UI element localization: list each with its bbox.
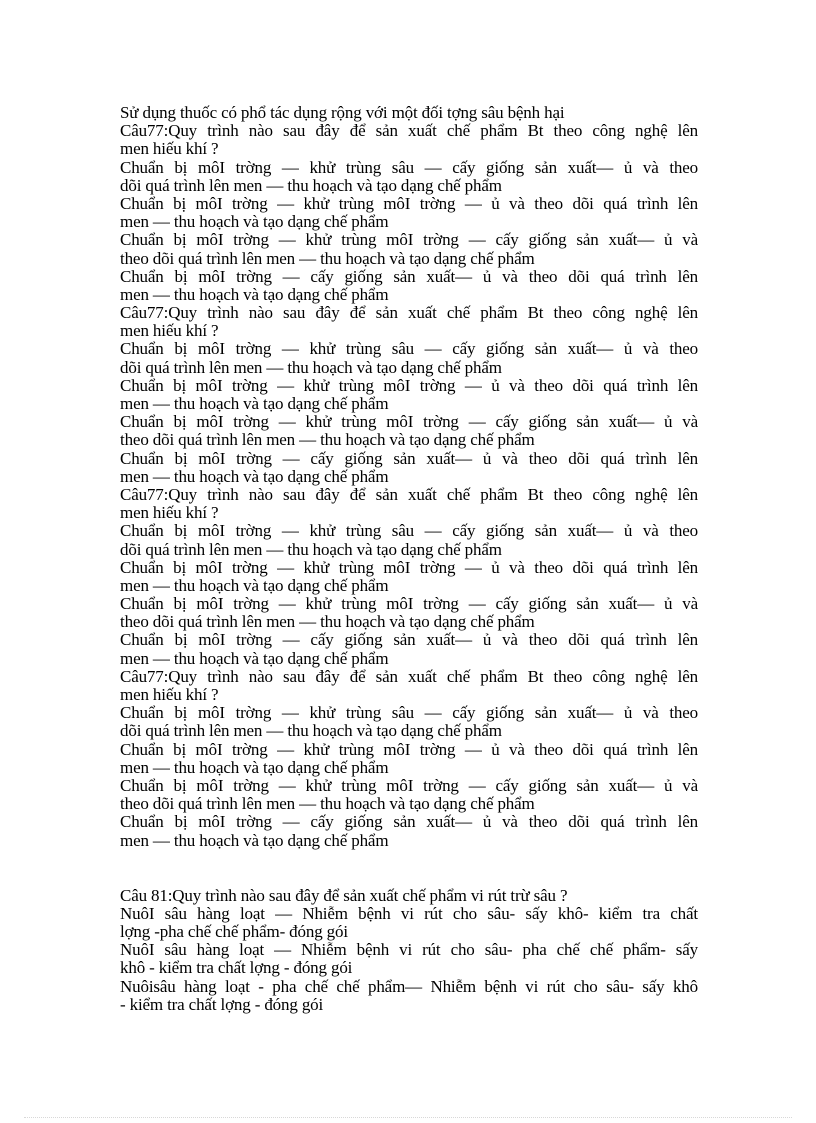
text-line: dõi quá trình lên men — thu hoạch và tạo dạng chế phẩm: [120, 175, 502, 195]
text-line: Chuẩn bị môI trờng — cấy giống sản xuất— ủ và theo dõi quá trình lên: [120, 448, 698, 468]
text-line: Câu77:Quy trình nào sau đây để sản xuất chế phẩm Bt theo công nghệ lên: [120, 666, 698, 686]
text-line: lợng -pha chế chế phẩm- đóng gói: [120, 922, 348, 942]
text-line: Nuôisâu hàng loạt - pha chế chế phẩm— Nhiễm bệnh vi rút cho sâu- sấy khô: [120, 976, 698, 996]
text-line: men hiếu khí ?: [120, 503, 219, 523]
text-line: theo dõi quá trình lên men — thu hoạch và tạo dạng chế phẩm: [120, 430, 535, 450]
paragraph-gap: [120, 850, 698, 887]
text-block-intro: [120, 104, 698, 122]
text-line: men hiếu khí ?: [120, 321, 219, 341]
text-line: men — thu hoạch và tạo dạng chế phẩm: [120, 575, 389, 595]
text-line: men — thu hoạch và tạo dạng chế phẩm: [120, 830, 389, 850]
text-line: Chuẩn bị môI trờng — khử trùng sâu — cấy giống sản xuất— ủ và theo: [120, 521, 698, 541]
text-line: men hiếu khí ?: [120, 685, 219, 704]
text-line: theo dõi quá trình lên men — thu hoạch và tạo dạng chế phẩm: [120, 612, 535, 632]
text-line: dõi quá trình lên men — thu hoạch và tạo dạng chế phẩm: [120, 357, 502, 377]
text-line: Chuẩn bị môI trờng — khử trùng sâu — cấy giống sản xuất— ủ và theo: [120, 703, 698, 723]
text-line: NuôI sâu hàng loạt — Nhiễm bệnh vi rút cho sâu- pha chế chế phẩm- sấy: [120, 940, 698, 960]
text-line: men — thu hoạch và tạo dạng chế phẩm: [120, 757, 389, 777]
text-line: Chuẩn bị môI trờng — cấy giống sản xuất— ủ và theo dõi quá trình lên: [120, 812, 698, 832]
text-line: men hiếu khí ?: [120, 139, 219, 159]
text-line: Chuẩn bị môI trờng — khử trùng môI trờng — cấy giống sản xuất— ủ và: [120, 594, 698, 614]
text-line: theo dõi quá trình lên men — thu hoạch và tạo dạng chế phẩm: [120, 794, 535, 814]
text-line: men — thu hoạch và tạo dạng chế phẩm: [120, 284, 389, 304]
text-line: Chuẩn bị môI trờng — cấy giống sản xuất— ủ và theo dõi quá trình lên: [120, 630, 698, 650]
text-line: Câu77:Quy trình nào sau đây để sản xuất chế phẩm Bt theo công nghệ lên: [120, 303, 698, 323]
text-line: theo dõi quá trình lên men — thu hoạch và tạo dạng chế phẩm: [120, 248, 535, 268]
text-block-questions-77: [120, 122, 698, 850]
text-line: Câu 81:Quy trình nào sau đây để sản xuất chế phẩm vi rút trừ sâu ?: [120, 885, 568, 905]
text-line: men — thu hoạch và tạo dạng chế phẩm: [120, 394, 389, 413]
text-line: men — thu hoạch và tạo dạng chế phẩm: [120, 466, 389, 486]
text-line: Chuẩn bị môI trờng — khử trùng môI trờng — ủ và theo dõi quá trình lên: [120, 557, 698, 577]
text-line: Chuẩn bị môI trờng — khử trùng môI trờng — ủ và theo dõi quá trình lên: [120, 739, 698, 759]
text-line: Chuẩn bị môI trờng — khử trùng môI trờng — cấy giống sản xuất— ủ và: [120, 230, 698, 250]
text-line: khô - kiểm tra chất lợng - đóng gói: [120, 958, 353, 978]
text-line: Chuẩn bị môI trờng — khử trùng môI trờng — ủ và theo dõi quá trình lên: [120, 193, 698, 213]
text-line: Chuẩn bị môI trờng — cấy giống sản xuất— ủ và theo dõi quá trình lên: [120, 266, 698, 286]
text-line: Chuẩn bị môI trờng — khử trùng môI trờng — cấy giống sản xuất— ủ và: [120, 412, 698, 432]
document-page: [120, 104, 698, 1014]
text-line: NuôI sâu hàng loạt — Nhiễm bệnh vi rút cho sâu- sấy khô- kiểm tra chất: [120, 903, 698, 923]
text-line: Sử dụng thuốc có phổ tác dụng rộng với một đối tợng sâu bệnh hại: [120, 103, 565, 122]
text-line: Chuẩn bị môI trờng — khử trùng sâu — cấy giống sản xuất— ủ và theo: [120, 157, 698, 177]
text-line: - kiểm tra chất lợng - đóng gói: [120, 994, 324, 1014]
page-bottom-rule: [24, 1117, 792, 1118]
text-line: Chuẩn bị môI trờng — khử trùng môI trờng — cấy giống sản xuất— ủ và: [120, 775, 698, 795]
text-line: dõi quá trình lên men — thu hoạch và tạo dạng chế phẩm: [120, 539, 502, 559]
text-line: Câu77:Quy trình nào sau đây để sản xuất chế phẩm Bt theo công nghệ lên: [120, 484, 698, 504]
text-line: Chuẩn bị môI trờng — khử trùng sâu — cấy giống sản xuất— ủ và theo: [120, 339, 698, 359]
text-line: men — thu hoạch và tạo dạng chế phẩm: [120, 648, 389, 668]
text-line: dõi quá trình lên men — thu hoạch và tạo dạng chế phẩm: [120, 721, 502, 741]
text-line: Chuẩn bị môI trờng — khử trùng môI trờng — ủ và theo dõi quá trình lên: [120, 375, 698, 395]
text-line: men — thu hoạch và tạo dạng chế phẩm: [120, 212, 389, 232]
text-line: Câu77:Quy trình nào sau đây để sản xuất chế phẩm Bt theo công nghệ lên: [120, 121, 698, 141]
text-block-question-81: [120, 887, 698, 1014]
